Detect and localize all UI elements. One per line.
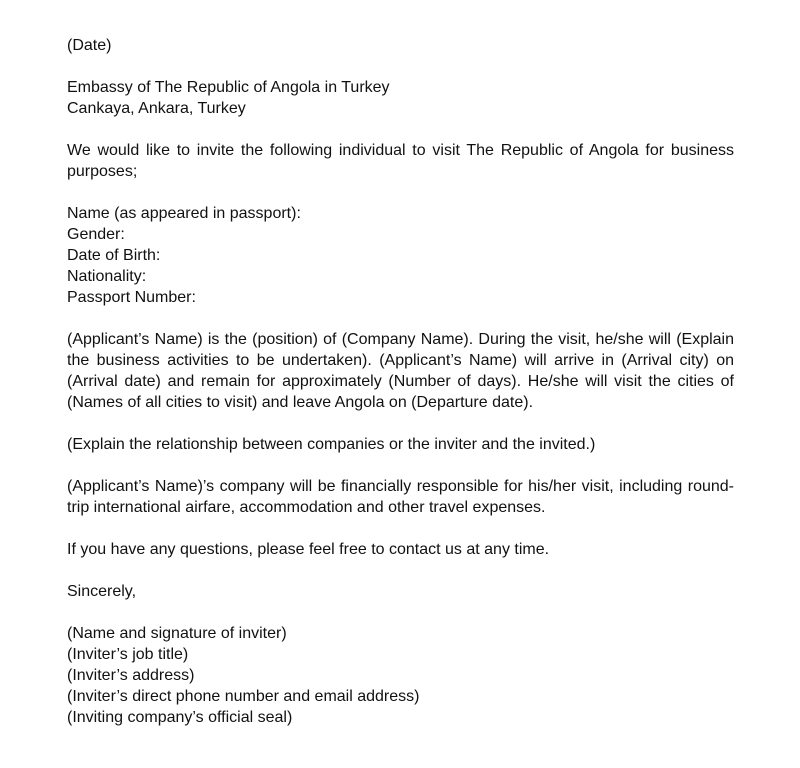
closing-line: Sincerely, <box>67 583 137 600</box>
signature-name: (Name and signature of inviter) <box>67 625 287 642</box>
letter-document <box>67 35 734 728</box>
field-name: Name (as appeared in passport): <box>67 205 301 222</box>
recipient-line-2: Cankaya, Ankara, Turkey <box>67 100 246 117</box>
signature-address: (Inviter’s address) <box>67 667 195 684</box>
signature-title: (Inviter’s job title) <box>67 646 189 663</box>
questions-paragraph: If you have any questions, please feel free to contact us at any time. <box>67 541 550 558</box>
intro-paragraph: We would like to invite the following individual to visit The Republic of Angola for business purposes; <box>67 142 734 180</box>
field-nationality: Nationality: <box>67 268 147 285</box>
signature-contact: (Inviter’s direct phone number and email address) <box>67 688 420 705</box>
field-passport-number: Passport Number: <box>67 289 196 306</box>
field-gender: Gender: <box>67 226 125 243</box>
date-line: (Date) <box>67 37 112 54</box>
relationship-paragraph: (Explain the relationship between companies or the inviter and the invited.) <box>67 436 596 453</box>
financial-paragraph: (Applicant’s Name)’s company will be financially responsible for his/her visit, including round-trip international airfare, accommodation and other travel expenses. <box>67 478 734 516</box>
recipient-line-1: Embassy of The Republic of Angola in Turkey <box>67 79 390 96</box>
signature-seal: (Inviting company’s official seal) <box>67 709 293 726</box>
field-date-of-birth: Date of Birth: <box>67 247 161 264</box>
details-paragraph: (Applicant’s Name) is the (position) of (Company Name). During the visit, he/she will (Explain the business activities to be undertaken). (Applicant’s Name) will arrive in (Arrival city) on (Arrival date) and remain for approximately (Number of days). He/she will visit the cities of (Names of all cities to visit) and leave Angola on (Departure date). <box>67 331 734 411</box>
